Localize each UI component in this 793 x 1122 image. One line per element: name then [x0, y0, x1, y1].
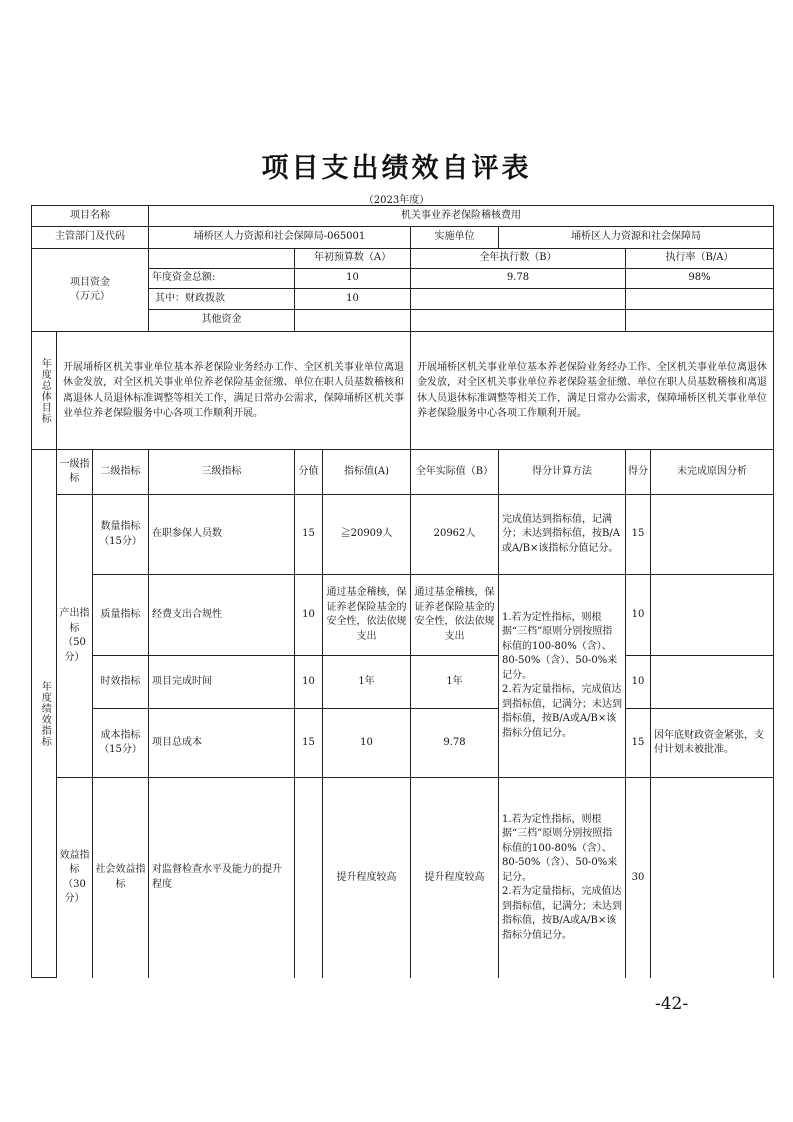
header-method: 得分计算方法: [499, 450, 626, 495]
funds-executed: 9.78: [411, 269, 626, 289]
header-l3: 三级指标: [149, 450, 295, 495]
header-reason: 未完成原因分析: [651, 450, 774, 495]
indicators-section-label: 年度绩效指标: [32, 450, 57, 978]
reason-cell: [651, 495, 774, 575]
reason-cell: 因年底财政资金紧张，支付计划未被批准。: [651, 709, 774, 778]
l3-cell: 经费支出合规性: [149, 575, 295, 656]
method-text: 1.若为定性指标，则根据“三档”原则分别按照指标值的100-80%（含）、80-50%（含）、50-0%来记分。 2.若为定量指标，完成值达到指标值，记满分；未达到指标值，按B/A或A/B×该指标分值记分。: [502, 813, 622, 941]
actual-cell: 通过基金稽核，保证养老保险基金的安全性，依法依规支出: [411, 575, 499, 656]
actual-cell: 9.78: [411, 709, 499, 778]
header-l1: 一级指标: [57, 450, 93, 495]
target-cell: 提升程度较高: [323, 778, 411, 978]
l3-cell: 对监督检查水平及能力的提升程度: [149, 778, 295, 978]
funds-label-line1: 项目资金: [70, 276, 110, 288]
actual-cell: 20962人: [411, 495, 499, 575]
method-shared-cell: [499, 575, 626, 778]
funds-executed: [411, 289, 626, 310]
funds-rate: [626, 289, 774, 310]
funds-budget: [295, 310, 411, 332]
project-name-label: 项目名称: [32, 206, 149, 227]
funds-header-blank: [149, 249, 295, 269]
l2-cell: 社会效益指标: [93, 778, 149, 978]
goal-actual: 开展埇桥区机关事业单位基本养老保险业务经办工作、全区机关事业单位离退休金发放，对全区机关事业单位养老保险基金征缴、单位在职人员基数稽核和离退休人员退休标准调整等相关工作，满足日常办公需求，保障埇桥区机关事业单位养老保险服务中心各项工作顺利开展。: [411, 332, 774, 450]
score-cell: 30: [626, 778, 651, 978]
target-cell: 通过基金稽核，保证养老保险基金的安全性，依法依规支出: [323, 575, 411, 656]
target-cell: 10: [323, 709, 411, 778]
performance-table: [31, 205, 774, 978]
weight-cell: 10: [295, 575, 323, 656]
col-rate: 执行率（B/A）: [626, 249, 774, 269]
funds-row-label: 其中：财政拨款: [149, 289, 295, 310]
header-weight: 分值: [295, 450, 323, 495]
page-title: 项目支出绩效自评表: [261, 153, 532, 184]
l2-cell: 时效指标: [93, 656, 149, 709]
funds-label: [32, 249, 149, 332]
dept-label: 主管部门及代码: [32, 227, 149, 249]
weight-cell: 10: [295, 656, 323, 709]
funds-row-label: 年度资金总额:: [149, 269, 295, 289]
funds-budget: 10: [295, 269, 411, 289]
impl-label: 实施单位: [411, 227, 499, 249]
table-row: [32, 575, 774, 656]
header-l2: 二级指标: [93, 450, 149, 495]
reason-cell: [651, 656, 774, 709]
target-cell: ≧20909人: [323, 495, 411, 575]
reason-cell: [651, 575, 774, 656]
table-row: [32, 495, 774, 575]
method-cell: [499, 778, 626, 978]
score-cell: 15: [626, 495, 651, 575]
row-funds-header: [32, 249, 774, 269]
funds-row-label: 其他资金: [149, 310, 295, 332]
page-number: -42-: [655, 994, 689, 1014]
col-budget: 年初预算数（A）: [295, 249, 411, 269]
l3-cell: 在职参保人员数: [149, 495, 295, 575]
row-indicator-header: [32, 450, 774, 495]
col-executed: 全年执行数（B）: [411, 249, 626, 269]
funds-label-line2: （万元）: [70, 291, 110, 302]
l3-cell: 项目完成时间: [149, 656, 295, 709]
method-cell: 完成值达到指标值，记满分；未达到指标值，按B/A或A/B×该指标分值记分。: [499, 495, 626, 575]
impl-value: 埇桥区人力资源和社会保障局: [499, 227, 774, 249]
row-project-name: [32, 206, 774, 227]
benefit-indicator-label: 效益指标（30分）: [57, 778, 93, 978]
score-cell: 10: [626, 656, 651, 709]
goal-planned: 开展埇桥区机关事业单位基本养老保险业务经办工作、全区机关事业单位离退休金发放，对全区机关事业单位养老保险基金征缴、单位在职人员基数稽核和离退休人员退休标准调整等相关工作，满足日常办公需求，保障埇桥区机关事业单位养老保险服务中心各项工作顺利开展。: [57, 332, 411, 450]
funds-rate: 98%: [626, 269, 774, 289]
l2-cell: 成本指标（15分）: [93, 709, 149, 778]
table-row: [32, 709, 774, 778]
method-shared-text: 1.若为定性指标，则根据“三档”原则分别按照指标值的100-80%（含）、80-50%（含）、50-0%来记分。 2.若为定量指标，完成值达到指标值，记满分；未达到指标值，按B/A或A/B×该指标分值记分。: [502, 611, 622, 739]
header-actual: 全年实际值（B）: [411, 450, 499, 495]
actual-cell: 提升程度较高: [411, 778, 499, 978]
funds-rate: [626, 310, 774, 332]
row-department: [32, 227, 774, 249]
output-indicator-label: 产出指标（50分）: [57, 495, 93, 778]
score-cell: 10: [626, 575, 651, 656]
dept-value: 埇桥区人力资源和社会保障局-065001: [149, 227, 411, 249]
weight-cell: 15: [295, 495, 323, 575]
l2-cell: 数量指标（15分）: [93, 495, 149, 575]
header-score: 得分: [626, 450, 651, 495]
report-year: （2023年度）: [363, 195, 430, 206]
header-target: 指标值(A): [323, 450, 411, 495]
reason-cell: [651, 778, 774, 978]
actual-cell: 1年: [411, 656, 499, 709]
goal-label: 年度总体目标: [32, 332, 57, 450]
row-annual-goal: [32, 332, 774, 450]
l2-cell: 质量指标: [93, 575, 149, 656]
weight-cell: [295, 778, 323, 978]
table-row: [32, 778, 774, 978]
target-cell: 1年: [323, 656, 411, 709]
funds-executed: [411, 310, 626, 332]
project-name-value: 机关事业养老保险稽核费用: [149, 206, 774, 227]
l3-cell: 项目总成本: [149, 709, 295, 778]
weight-cell: 15: [295, 709, 323, 778]
score-cell: 15: [626, 709, 651, 778]
table-row: [32, 656, 774, 709]
funds-budget: 10: [295, 289, 411, 310]
